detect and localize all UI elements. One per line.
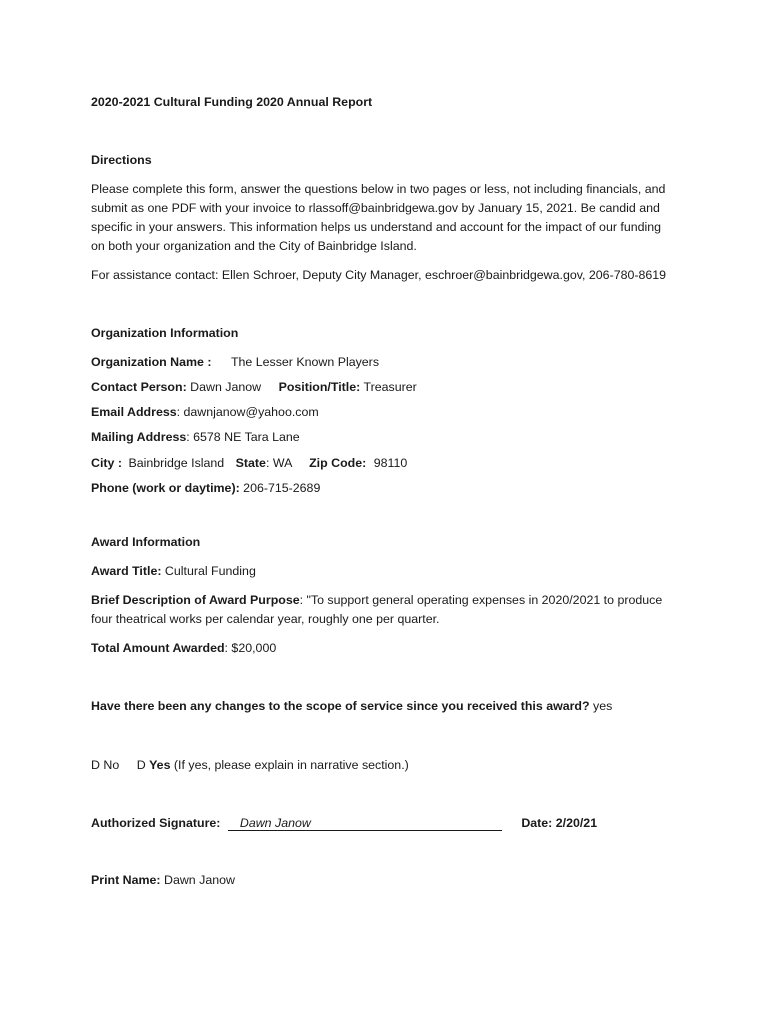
assistance-contact: For assistance contact: Ellen Schroer, Deputy City Manager, eschroer@bainbridgewa.gov, 206-780-8619 [91, 268, 667, 282]
award-purpose-text-1: : "To support general operating expenses in 2020/2021 to produce [299, 593, 663, 607]
zip-code-value: 98110 [373, 456, 408, 470]
directions-paragraph [91, 180, 691, 256]
email-value: : dawnjanow@yahoo.com [176, 405, 319, 419]
phone-label: Phone (work or daytime): [91, 481, 240, 495]
yes-no-options [91, 757, 409, 773]
email-label: Email Address [91, 405, 177, 419]
award-purpose-line-1 [91, 592, 662, 608]
phone-row [91, 480, 320, 496]
contact-person-label: Contact Person: [91, 380, 187, 394]
total-amount-row [91, 640, 276, 656]
yes-option-note: (If yes, please explain in narrative section.) [173, 758, 409, 772]
city-state-zip-row [91, 455, 407, 471]
total-amount-label: Total Amount Awarded [91, 641, 225, 655]
print-name-row [91, 872, 235, 888]
scope-change-question: Have there been any changes to the scope of service since you received this award? [91, 699, 590, 713]
position-title-label: Position/Title: [278, 380, 361, 394]
directions-heading: Directions [91, 153, 152, 167]
no-option: D No [91, 758, 120, 772]
directions-line-3: specific in your answers. This information helps us understand and account for the impact of our funding [91, 220, 662, 234]
organization-name-row [91, 354, 379, 370]
organization-heading: Organization Information [91, 326, 239, 340]
contact-row [91, 379, 417, 395]
print-name-value: Dawn Janow [164, 873, 235, 887]
award-title-row [91, 563, 256, 579]
award-title-value: Cultural Funding [164, 564, 256, 578]
scope-change-row [91, 698, 612, 714]
zip-code-label: Zip Code: [309, 456, 367, 470]
award-heading: Award Information [91, 535, 201, 549]
total-amount-value: : $20,000 [224, 641, 277, 655]
award-purpose-label: Brief Description of Award Purpose [91, 593, 300, 607]
scope-change-answer: yes [593, 699, 613, 713]
organization-name-label: Organization Name : [91, 355, 212, 369]
directions-line-1: Please complete this form, answer the questions below in two pages or less, not including financials, and [91, 182, 666, 196]
signature-value: Dawn Janow [228, 816, 502, 831]
mailing-row [91, 429, 300, 445]
contact-person-value: Dawn Janow [190, 380, 262, 394]
state-value: : WA [265, 456, 292, 470]
city-value: Bainbridge Island [128, 456, 225, 470]
yes-option-label: Yes [149, 758, 171, 772]
mailing-address-value: : 6578 NE Tara Lane [186, 430, 300, 444]
yes-option-prefix: D [136, 758, 146, 772]
organization-name-value: The Lesser Known Players [230, 355, 380, 369]
signature-date: Date: 2/20/21 [521, 816, 598, 830]
directions-line-4: on both your organization and the City of Bainbridge Island. [91, 239, 417, 253]
city-label: City : [91, 456, 122, 470]
signature-row [91, 815, 597, 831]
print-name-label: Print Name: [91, 873, 161, 887]
page-title: 2020-2021 Cultural Funding 2020 Annual Report [91, 95, 373, 109]
award-purpose-line-2: four theatrical works per calendar year, roughly one per quarter. [91, 612, 440, 626]
phone-value: 206-715-2689 [243, 481, 321, 495]
signature-label: Authorized Signature: [91, 816, 221, 830]
award-title-label: Award Title: [91, 564, 162, 578]
directions-line-2: submit as one PDF with your invoice to rlassoff@bainbridgewa.gov by January 15, 2021. Be candid and [91, 201, 660, 215]
state-label: State [235, 456, 266, 470]
mailing-address-label: Mailing Address [91, 430, 187, 444]
email-row [91, 404, 319, 420]
position-title-value: Treasurer [363, 380, 417, 394]
